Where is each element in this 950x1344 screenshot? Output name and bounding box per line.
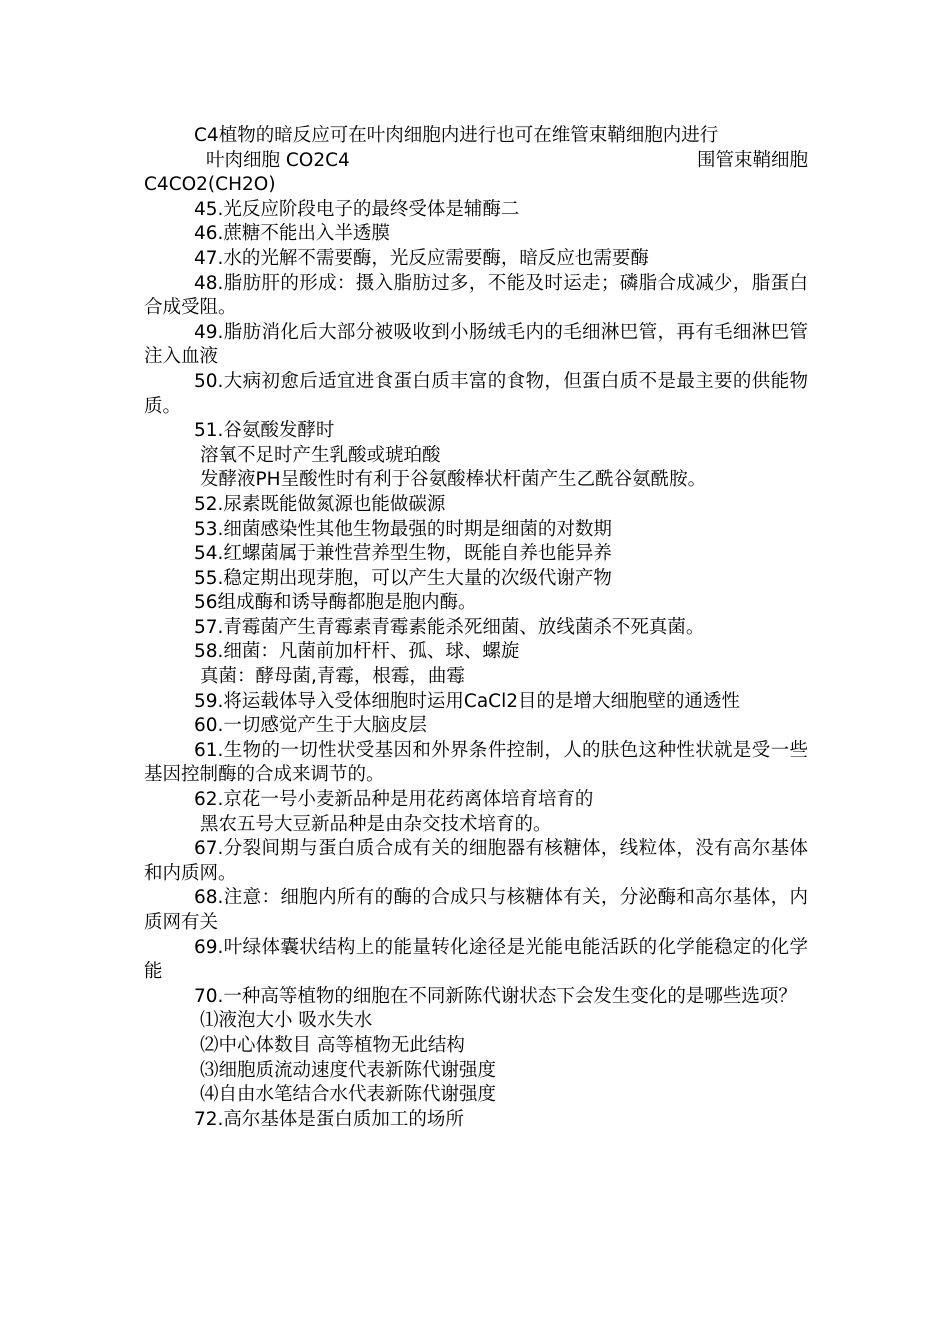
item-61: 61.生物的一切性状受基因和外界条件控制，人的肤色这种性状就是受一些基因控制酶的合成来调节的。 <box>144 739 808 786</box>
item-45: 45.光反应阶段电子的最终受体是辅酶二 <box>194 198 520 220</box>
item-52: 52.尿素既能做氮源也能做碳源 <box>194 493 446 515</box>
item-60: 60.一切感觉产生于大脑皮层 <box>194 715 427 737</box>
document-page <box>144 124 808 1132</box>
item-68: 68.注意：细胞内所有的酶的合成只与核糖体有关，分泌酶和高尔基体，内质网有关 <box>144 887 808 933</box>
item-50: 50.大病初愈后适宜进食蛋白质丰富的食物，但蛋白质不是最主要的供能物质。 <box>144 370 808 417</box>
item-59: 59.将运载体导入受体细胞时运用CaCl2目的是增大细胞壁的通透性 <box>194 690 741 712</box>
item-56: 56组成酶和诱导酶都胞是胞内酶。 <box>194 592 477 614</box>
item-54: 54.红螺菌属于兼性营养型生物，既能自养也能异养 <box>194 543 612 565</box>
c4-flow-line <box>144 149 808 174</box>
item-58: 58.细菌：凡菌前加杆杆、孤、球、螺旋 <box>194 641 520 663</box>
item-62-sub: 黑农五号大豆新品种是由杂交技术培育的。 <box>200 813 552 835</box>
item-70-option-4: ⑷自由水笔结合水代表新陈代谢强度 <box>200 1084 497 1106</box>
item-62: 62.京花一号小麦新品种是用花药离体培育培育的 <box>194 789 594 811</box>
paragraph-c4-dark-reaction: C4植物的暗反应可在叶肉细胞内进行也可在维管束鞘细胞内进行 <box>194 125 719 146</box>
item-69: 69.叶绿体囊状结构上的能量转化途径是光能电能活跃的化学能稳定的化学能 <box>144 936 808 983</box>
item-48: 48.脂肪肝的形成：摄入脂肪过多，不能及时运走；磷脂合成减少，脂蛋白合成受阻。 <box>144 272 808 319</box>
item-70-option-3: ⑶细胞质流动速度代表新陈代谢强度 <box>200 1059 497 1081</box>
item-67: 67.分裂间期与蛋白质合成有关的细胞器有核糖体，线粒体，没有高尔基体和内质网。 <box>144 838 808 884</box>
item-51-sub-2: 发酵液PH呈酸性时有利于谷氨酸棒状杆菌产生乙酰谷氨酰胺。 <box>200 469 707 491</box>
item-70-option-2: ⑵中心体数目 高等植物无此结构 <box>200 1034 465 1056</box>
item-70-option-1: ⑴液泡大小 吸水失水 <box>200 1010 373 1032</box>
item-53: 53.细菌感染性其他生物最强的时期是细菌的对数期 <box>194 518 612 540</box>
item-70: 70.一种高等植物的细胞在不同新陈代谢状态下会发生变化的是哪些选项？ <box>194 985 797 1007</box>
c4-flow-left: 叶肉细胞 CO2C4 <box>206 149 350 171</box>
item-46: 46.蔗糖不能出入半透膜 <box>194 223 390 245</box>
item-49: 49.脂肪消化后大部分被吸收到小肠绒毛内的毛细淋巴管，再有毛细淋巴管注入血液 <box>144 321 808 368</box>
item-58-sub: 真菌：酵母菌,青霉，根霉，曲霉 <box>200 666 465 688</box>
c4-flow-right: 围管束鞘细胞 <box>696 149 808 171</box>
item-47: 47.水的光解不需要酶，光反应需要酶，暗反应也需要酶 <box>194 247 649 269</box>
item-72: 72.高尔基体是蛋白质加工的场所 <box>194 1108 464 1130</box>
item-51: 51.谷氨酸发酵时 <box>194 420 335 442</box>
item-51-sub-1: 溶氧不足时产生乳酸或琥珀酸 <box>200 444 441 466</box>
item-57: 57.青霉菌产生青霉素青霉素能杀死细菌、放线菌杀不死真菌。 <box>194 616 705 638</box>
c4-flow-second: C4CO2(CH2O) <box>144 174 276 196</box>
item-55: 55.稳定期出现芽胞，可以产生大量的次级代谢产物 <box>194 567 612 589</box>
